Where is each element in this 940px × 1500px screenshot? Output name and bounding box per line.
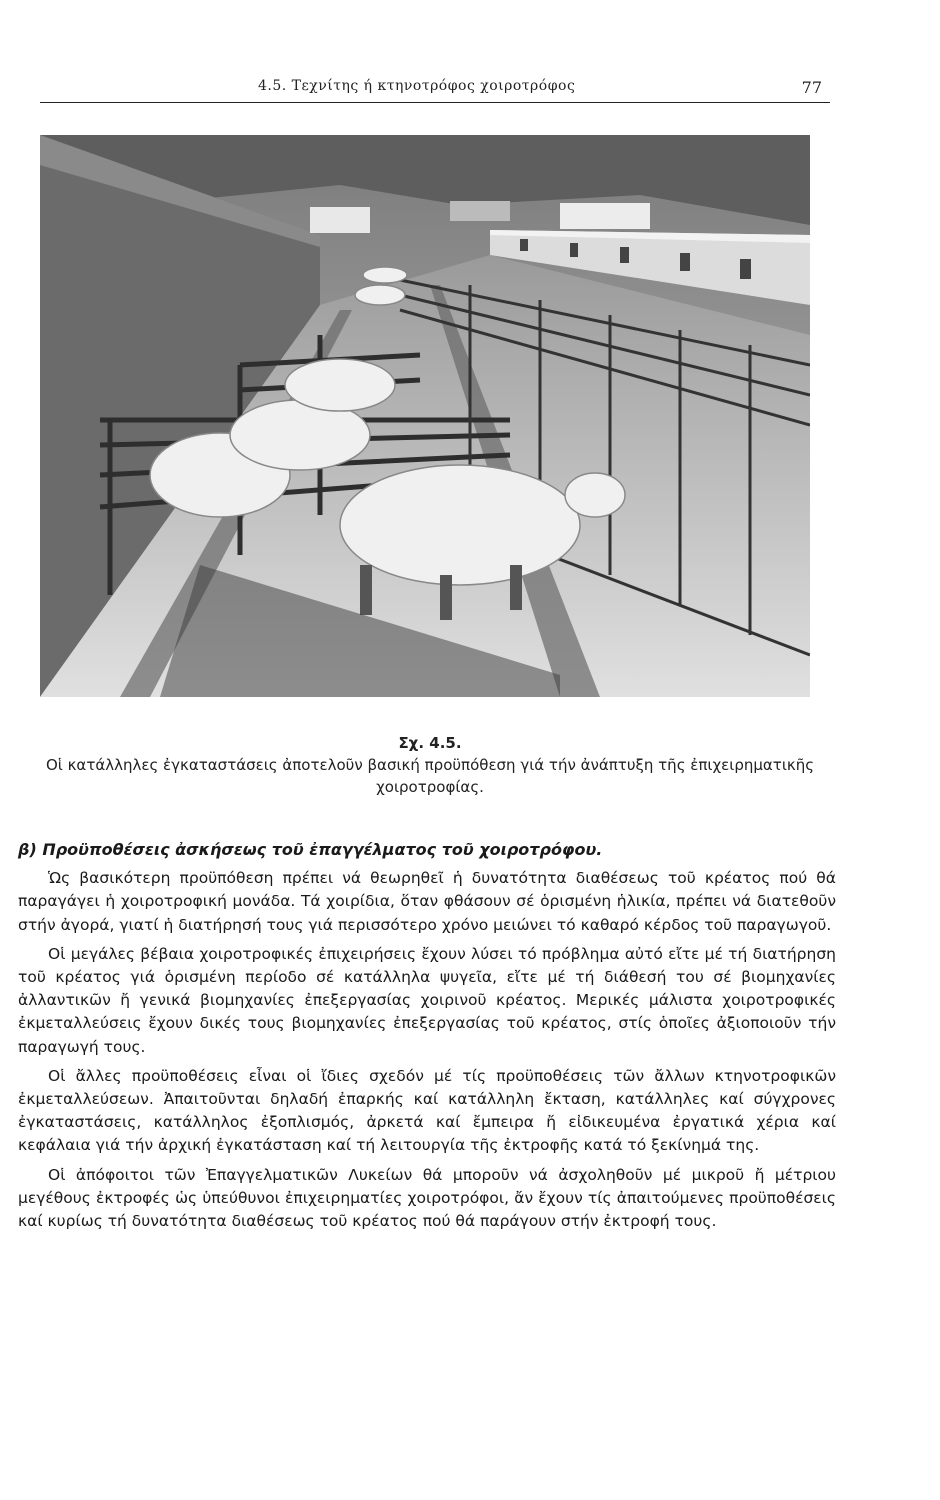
running-header	[40, 78, 830, 103]
paragraph: Ὡς βασικότερη προϋπόθεση πρέπει νά θεωρηθεῖ ἡ δυνατότητα διαθέσεως τοῦ κρέατος πού θά παραγάγει ἡ χοιροτροφική μονάδα. Τά χοιρίδια, ὅταν φθάσουν σέ ὁρισμένη ἡλικία, πρέπει νά διατεθοῦν στήν ἀγορά, γιατί ἡ διατήρησή τους γιά περισσότερο χρόνο μειώνει τό καθαρό κέρδος τοῦ παραγωγοῦ.	[18, 869, 836, 934]
figure-caption: Οἱ κατάλληλες ἐγκαταστάσεις ἀποτελοῦν βασική προϋπόθεση γιά τήν ἀνάπτυξη τῆς ἐπιχειρηματικῆς χοιροτροφίας.	[45, 756, 815, 796]
paragraph: Οἱ ἄλλες προϋποθέσεις εἶναι οἱ ἴδιες σχεδόν μέ τίς προϋποθέσεις τῶν ἄλλων κτηνοτροφικῶν ἐκμεταλλεύσεων. Ἀπαιτοῦνται δηλαδή ἐπαρκής καί κατάλληλη ἔκταση, κατάλληλες καί σύγχρονες ἐγκαταστάσεις, κατάλληλος ἐξοπλισμός, ἀρκετά καί ἔμπειρα ἤ εἰδικευμένα ἐργατικά χέρια καί κεφάλαια γιά τήν ἀρχική ἐγκατάσταση καί τή λειτουργία τῆς ἐκτροφῆς κατά τό ξεκίνημά της.	[18, 1066, 836, 1155]
section-heading: β) Προϋποθέσεις ἀσκήσεως τοῦ ἐπαγγέλματος τοῦ χοιροτρόφου.	[18, 840, 603, 859]
paragraph: Οἱ ἀπόφοιτοι τῶν Ἐπαγγελματικῶν Λυκείων θά μποροῦν νά ἀσχοληθοῦν μέ μικροῦ ἤ μέτριου μεγέθους ἐκτροφές ὡς ὑπεύθυνοι ἐπιχειρηματίες χοιροτρόφοι, ἄν ἔχουν τίς ἀπαιτούμενες προϋποθέσεις καί κυρίως τή δυνατότητα διαθέσεως τοῦ κρέατος πού θά παράγουν στήν ἐκτροφή τους.	[18, 1165, 836, 1231]
figure-caption-block	[40, 732, 820, 798]
section-body	[18, 838, 836, 1239]
pig-farm-illustration	[40, 135, 810, 697]
figure-label: Σχ. 4.5.	[398, 734, 462, 752]
running-title: 4.5. Τεχνίτης ή κτηνοτρόφος χοιροτρόφος	[258, 78, 576, 94]
paragraph: Οἱ μεγάλες βέβαια χοιροτροφικές ἐπιχειρήσεις ἔχουν λύσει τό πρόβλημα αὐτό εἴτε μέ τή διατήρηση τοῦ κρέατος γιά ὁρισμένη περίοδο σέ κατάλληλα ψυγεῖα, εἴτε μέ τή διάθεσή του σέ βιομηχανίες ἀλλαντικῶν ἤ γενικά βιομηχανίες ἐπεξεργασίας χοιρινοῦ κρέατος. Μερικές μάλιστα χοιροτροφικές ἐκμεταλλεύσεις ἔχουν δικές τους βιομηχανίες ἐπεξεργασίας τοῦ κρέατος, στίς ὁποῖες ἀξιοποιοῦν τήν παραγωγή τους.	[18, 944, 836, 1056]
page-number: 77	[801, 78, 822, 97]
figure-photo	[40, 135, 810, 697]
